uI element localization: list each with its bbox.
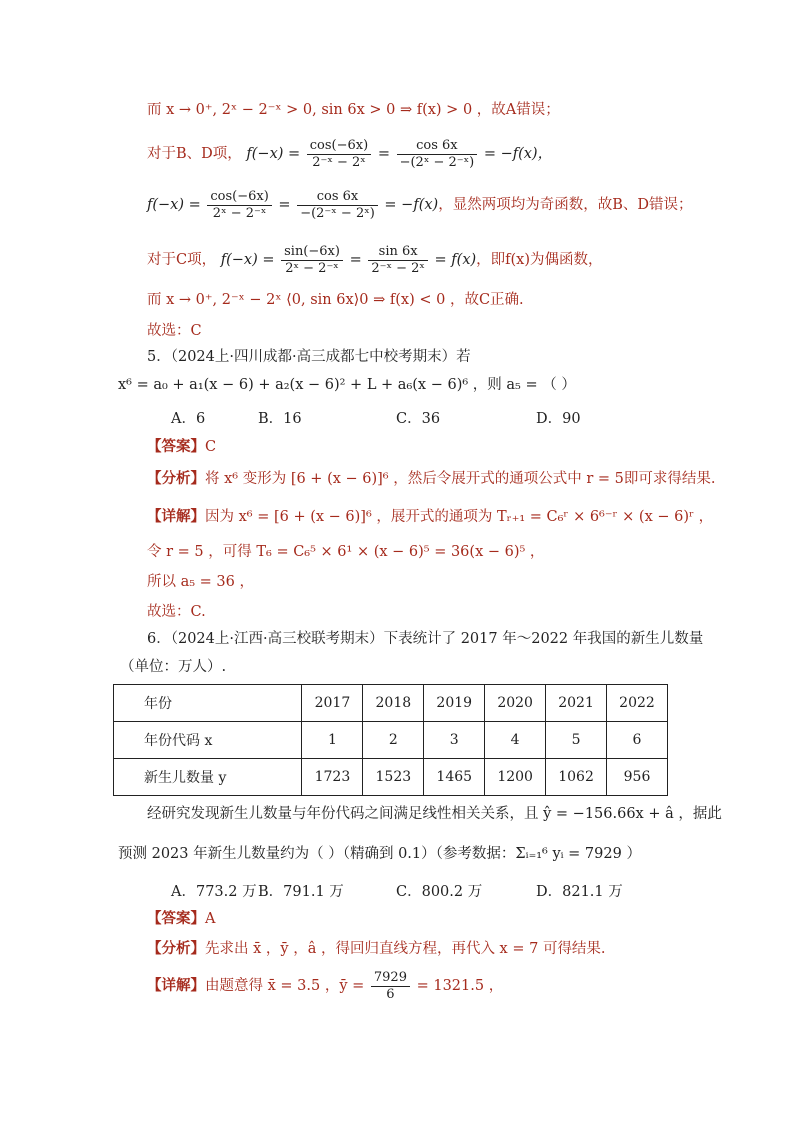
table-cell: 2020 <box>485 685 546 722</box>
q5-option-b: B．16 <box>258 411 302 427</box>
line-4-math: f(−x) = <box>220 252 275 268</box>
q5-title: 5．（2024上·四川成都·高三成都七中校考期末）若 <box>147 349 471 365</box>
mean-fraction: $\frac{7929}{6}$ <box>371 970 410 1003</box>
fraction-4: $\frac{\cos 6x}{\text{−(2⁻ˣ − 2ˣ)}}$ <box>297 189 378 222</box>
analysis-text: 先求出 x̄ ，ȳ ，â ，得回归直线方程，再代入 x = 7 可得结果. <box>205 941 606 957</box>
q5-choose: 故选：C. <box>147 604 206 620</box>
table-cell: 年份 <box>114 685 302 722</box>
table-cell: 1465 <box>424 759 485 796</box>
solution-line-2: 对于B、D项， f(−x) = $\frac{\cos(-6x)}{\text{2⁻ˣ − 2ˣ}}$ = $\frac{\cos 6x}{\text{−(2ˣ − 2⁻ˣ)}}$ = −f(x)， <box>147 137 553 170</box>
table-cell: 2 <box>363 722 424 759</box>
detail-text: 因为 x⁶ = [6 + (x − 6)]⁶ ，展开式的通项为 Tᵣ₊₁ = C₆ʳ × 6⁶⁻ʳ × (x − 6)ʳ ， <box>205 509 714 525</box>
detail-text: 由题意得 x̄ = 3.5 ，ȳ = <box>205 978 365 994</box>
table-cell: 1 <box>302 722 363 759</box>
analysis-tag: 【分析】 <box>147 470 205 487</box>
table-row-births <box>114 759 668 796</box>
table-cell: 1723 <box>302 759 363 796</box>
solution-line-4: 对于C项， f(−x) = $\frac{\sin(-6x)}{\text{2ˣ − 2⁻ˣ}}$ = $\frac{\sin 6x}{\text{2⁻ˣ − 2ˣ}}$ = f(x)，即f(x)为偶函数， <box>147 243 603 276</box>
fraction-1: $\frac{\cos(-6x)}{\text{2⁻ˣ − 2ˣ}}$ <box>307 138 371 171</box>
fraction-3: $\frac{\cos(-6x)}{\text{2ˣ − 2⁻ˣ}}$ <box>207 189 271 222</box>
detail-tag: 【详解】 <box>147 977 205 994</box>
q6-detail <box>147 968 503 1004</box>
table-cell: 2019 <box>424 685 485 722</box>
table-cell: 2021 <box>546 685 607 722</box>
table-cell: 1062 <box>546 759 607 796</box>
answer-value: C <box>205 439 217 455</box>
q6-title: 6．（2024上·江西·高三校联考期末）下表统计了 2017 年～2022 年我国的新生儿数量 <box>147 631 704 647</box>
q5-step-2: 所以 a₅ = 36 ， <box>147 574 254 590</box>
table-cell: 1523 <box>363 759 424 796</box>
q5-analysis <box>147 468 715 490</box>
answer-tag: 【答案】 <box>147 910 205 927</box>
line-4-tail-math: = f(x) <box>434 252 477 268</box>
table-cell: 2018 <box>363 685 424 722</box>
line-4-tail-text: ，即f(x)为偶函数， <box>476 252 603 268</box>
table-row-year <box>114 685 668 722</box>
solution-line-3: f(−x) = $\frac{\cos(-6x)}{\text{2ˣ − 2⁻ˣ}}$ = $\frac{\cos 6x}{\text{−(2⁻ˣ − 2ˣ)}}$ = −f(x)，显然两项均为奇函数，故B、D错误； <box>147 188 693 221</box>
table-cell: 新生儿数量 y <box>114 759 302 796</box>
table-cell: 3 <box>424 722 485 759</box>
table-cell: 4 <box>485 722 546 759</box>
table-row-code <box>114 722 668 759</box>
table-cell: 5 <box>546 722 607 759</box>
line-4-prefix: 对于C项， <box>147 252 217 268</box>
q6-option-a: A．773.2 万 <box>171 884 257 900</box>
line-3-tail-text: ，显然两项均为奇函数，故B、D错误； <box>438 197 693 213</box>
q5-answer <box>147 436 216 458</box>
answer-tag: 【答案】 <box>147 438 205 455</box>
table-cell: 956 <box>607 759 668 796</box>
q6-unit: （单位：万人）. <box>120 659 227 675</box>
solution-line-1: 而 x → 0⁺, 2ˣ − 2⁻ˣ > 0, sin 6x > 0 ⇒ f(x) > 0 ，故A错误； <box>147 102 560 118</box>
solution-line-5: 而 x → 0⁺, 2⁻ˣ − 2ˣ ⟨0, sin 6x⟩0 ⇒ f(x) < 0 ，故C正确. <box>147 292 524 308</box>
line-2-tail: = −f(x)， <box>483 146 553 162</box>
q6-option-d: D．821.1 万 <box>536 884 623 900</box>
analysis-tag: 【分析】 <box>147 940 205 957</box>
q6-text-1: 经研究发现新生儿数量与年份代码之间满足线性相关关系，且 ŷ = −156.66x + â ，据此 <box>147 806 722 822</box>
q5-option-c: C．36 <box>396 411 441 427</box>
table-cell: 1200 <box>485 759 546 796</box>
fraction-5: $\frac{\sin(-6x)}{\text{2ˣ − 2⁻ˣ}}$ <box>281 244 343 277</box>
choose-line-q4: 故选：C <box>147 323 202 339</box>
table-cell: 2022 <box>607 685 668 722</box>
line-2-math: f(−x) = <box>246 146 301 162</box>
birth-data-table <box>113 684 668 796</box>
q5-equation: x⁶ = a₀ + a₁(x − 6) + a₂(x − 6)² + L + a₆(x − 6)⁶ ，则 a₅ = （ ） <box>118 377 576 393</box>
analysis-text: 将 x⁶ 变形为 [6 + (x − 6)]⁶ ，然后令展开式的通项公式中 r = 5即可求得结果. <box>205 471 716 487</box>
q6-option-b: B．791.1 万 <box>258 884 344 900</box>
line-3-tail-math: = −f(x) <box>384 197 439 213</box>
q6-option-c: C．800.2 万 <box>396 884 483 900</box>
table-cell: 2017 <box>302 685 363 722</box>
q5-detail <box>147 506 713 528</box>
q6-text-2: 预测 2023 年新生儿数量约为（ ）（精确到 0.1）（参考数据：Σᵢ₌₁⁶ yᵢ = 7929 ） <box>118 846 641 862</box>
table-cell: 6 <box>607 722 668 759</box>
q6-analysis <box>147 938 606 960</box>
detail-result: = 1321.5 ， <box>416 978 504 994</box>
q6-answer <box>147 908 215 930</box>
answer-value: A <box>205 911 216 927</box>
q5-option-d: D．90 <box>536 411 581 427</box>
line-2-prefix: 对于B、D项， <box>147 146 242 162</box>
line-3-math: f(−x) = <box>147 197 201 213</box>
fraction-6: $\frac{\sin 6x}{\text{2⁻ˣ − 2ˣ}}$ <box>368 244 428 277</box>
q5-step-1: 令 r = 5 ，可得 T₆ = C₆⁵ × 6¹ × (x − 6)⁵ = 36(x − 6)⁵ ， <box>147 544 545 560</box>
fraction-2: $\frac{\cos 6x}{\text{−(2ˣ − 2⁻ˣ)}}$ <box>397 138 478 171</box>
q5-option-a: A．6 <box>171 411 206 427</box>
detail-tag: 【详解】 <box>147 508 205 525</box>
table-cell: 年份代码 x <box>114 722 302 759</box>
